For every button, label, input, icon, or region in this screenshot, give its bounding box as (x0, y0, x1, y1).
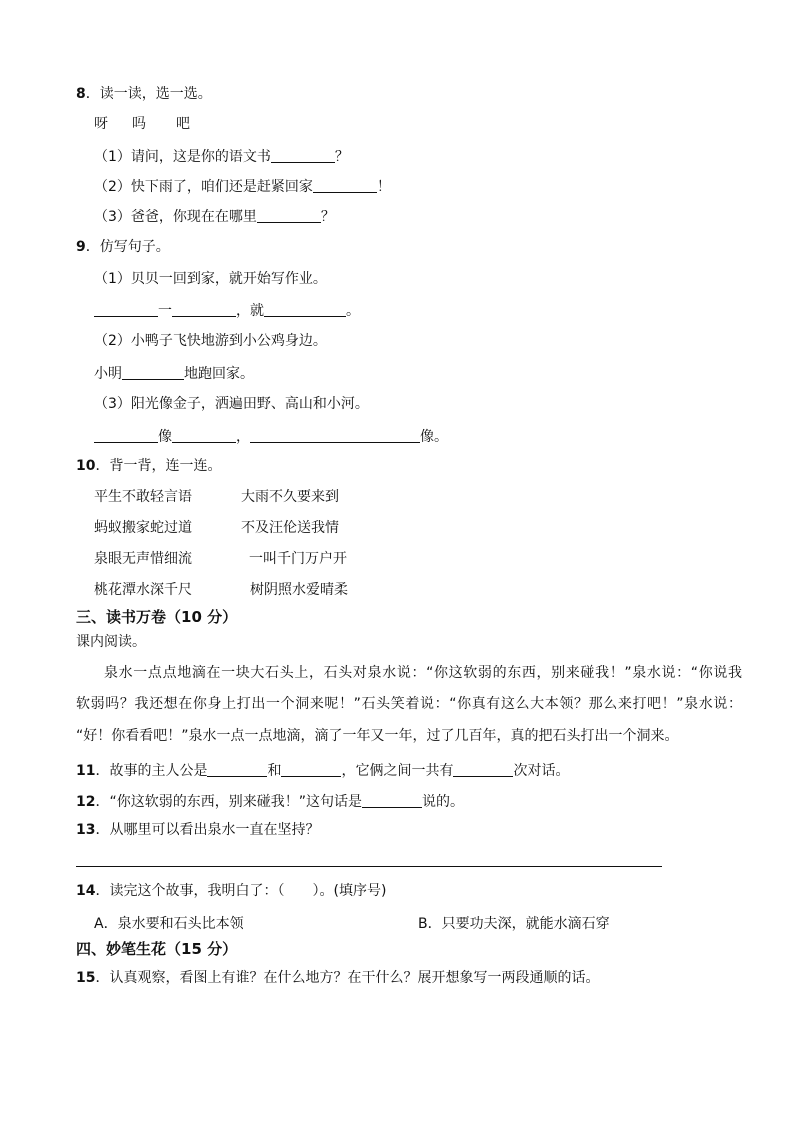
q8-item-1-blank[interactable] (271, 148, 335, 163)
q9-heading (76, 240, 170, 254)
section-4-title: 四、妙笔生花（15 分） (76, 940, 238, 958)
q10-left-4[interactable]: 桃花潭水深千尺 (94, 582, 192, 598)
q14-option-a[interactable]: A．泉水要和石头比本领 (94, 916, 244, 932)
q10-right-3[interactable]: 一叫千门万户开 (249, 551, 347, 567)
q14-number: 14 (76, 883, 96, 899)
passage-line-2: 软弱吗？我还想在你身上打出一个洞来呢！”石头笑着说：“你真有这么大本领？那么来打吧！”泉水说： (76, 696, 742, 712)
q8-item-3-text: （3）爸爸，你现在在哪里 (94, 209, 257, 225)
q9-answer-3-blank-1[interactable] (94, 428, 158, 443)
q11-blank-1[interactable] (207, 762, 267, 777)
q8-title: ．读一读，选一选。 (85, 86, 212, 102)
q8-number: 8 (76, 86, 86, 102)
q9-answer-3-word-1: 像 (158, 429, 172, 445)
q11 (76, 762, 569, 778)
q10-left-1[interactable]: 平生不敢轻言语 (94, 489, 192, 505)
passage-line-3: “好！你看看吧！”泉水一点一点地滴，滴了一年又一年，过了几百年，真的把石头打出一个洞来。 (76, 728, 679, 744)
q10-title: ．背一背，连一连。 (95, 458, 222, 474)
q12-text-1: ．“你这软弱的东西，别来碰我！”这句话是 (95, 794, 362, 810)
q14-option-b[interactable]: B．只要功夫深，就能水滴石穿 (418, 916, 610, 932)
q8-item-1 (94, 148, 349, 164)
q9-sentence-3: （3）阳光像金子，洒遍田野、高山和小河。 (94, 396, 369, 412)
q8-option-3: 吧 (176, 116, 190, 132)
q15-text: ．认真观察，看图上有谁？在什么地方？在干什么？展开想象写一两段通顺的话。 (95, 970, 600, 986)
q15-number: 15 (76, 970, 96, 986)
q10-right-1[interactable]: 大雨不久要来到 (241, 489, 339, 505)
q9-answer-3-comma: ， (236, 429, 250, 445)
q11-number: 11 (76, 763, 96, 779)
q11-text-4: 次对话。 (513, 763, 570, 779)
q13 (76, 823, 319, 837)
q9-answer-1-end: 。 (346, 303, 360, 319)
section-3-title: 三、读书万卷（10 分） (76, 608, 238, 626)
q10-heading (76, 459, 221, 473)
q8-item-3-end: ？ (320, 209, 335, 225)
q8-item-2-end: ！ (376, 179, 391, 195)
q9-sentence-2: （2）小鸭子飞快地游到小公鸡身边。 (94, 333, 327, 349)
q11-blank-2[interactable] (281, 762, 341, 777)
q8-item-3 (94, 208, 335, 224)
q12-text-2: 说的。 (422, 794, 464, 810)
q15 (76, 971, 599, 985)
q9-sentence-1: （1）贝贝一回到家，就开始写作业。 (94, 271, 327, 287)
q9-title: ．仿写句子。 (85, 239, 170, 255)
q14-text: ．读完这个故事，我明白了：（ ）。(填序号) (95, 883, 387, 899)
q8-item-2 (94, 178, 391, 194)
q10-left-3[interactable]: 泉眼无声惜细流 (94, 551, 192, 567)
q13-text: ．从哪里可以看出泉水一直在坚持？ (95, 822, 320, 838)
q9-answer-3-end: 。 (434, 429, 448, 445)
q10-right-2[interactable]: 不及汪伦送我情 (241, 520, 339, 536)
q8-options (94, 117, 190, 131)
q9-answer-3-blank-3[interactable] (250, 428, 420, 443)
q9-answer-1-word-2: ，就 (236, 303, 264, 319)
q11-text-3: ，它俩之间一共有 (341, 763, 454, 779)
q8-option-1: 呀 (94, 116, 108, 132)
q12-blank[interactable] (362, 793, 422, 808)
q8-item-1-text: （1）请问，这是你的语文书 (94, 149, 271, 165)
q13-number: 13 (76, 822, 96, 838)
q14 (76, 884, 386, 898)
q8-heading (76, 87, 212, 101)
q8-item-3-blank[interactable] (257, 208, 321, 223)
q9-answer-3-blank-2[interactable] (172, 428, 236, 443)
q9-answer-3 (94, 428, 448, 444)
q9-answer-2-start: 小明 (94, 366, 122, 382)
q11-text-2: 和 (267, 763, 282, 779)
q9-number: 9 (76, 239, 86, 255)
q9-answer-1-blank-3[interactable] (264, 302, 346, 317)
q9-answer-2 (94, 365, 254, 381)
q9-answer-3-word-2: 像 (420, 429, 434, 445)
q11-blank-3[interactable] (453, 762, 513, 777)
q12-number: 12 (76, 794, 96, 810)
q8-item-1-end: ？ (334, 149, 349, 165)
q8-item-2-text: （2）快下雨了，咱们还是赶紧回家 (94, 179, 313, 195)
q9-answer-1-word-1: 一 (158, 303, 172, 319)
section-3-subtitle: 课内阅读。 (76, 634, 146, 650)
passage-line-1: 泉水一点点地滴在一块大石头上，石头对泉水说：“你这软弱的东西，别来碰我！”泉水说：“你说我 (104, 665, 742, 681)
q9-answer-1-blank-1[interactable] (94, 302, 158, 317)
q8-item-2-blank[interactable] (313, 178, 377, 193)
q12 (76, 793, 464, 809)
q11-text-1: ．故事的主人公是 (95, 763, 208, 779)
q9-answer-1 (94, 302, 360, 318)
q10-number: 10 (76, 458, 96, 474)
q9-answer-1-blank-2[interactable] (172, 302, 236, 317)
q10-right-4[interactable]: 树阴照水爱晴柔 (250, 582, 348, 598)
q8-option-2: 吗 (132, 116, 146, 132)
q9-answer-2-end: 地跑回家。 (184, 366, 254, 382)
q10-left-2[interactable]: 蚂蚁搬家蛇过道 (94, 520, 192, 536)
q13-answer-line[interactable] (76, 866, 662, 867)
q9-answer-2-blank[interactable] (122, 365, 184, 380)
